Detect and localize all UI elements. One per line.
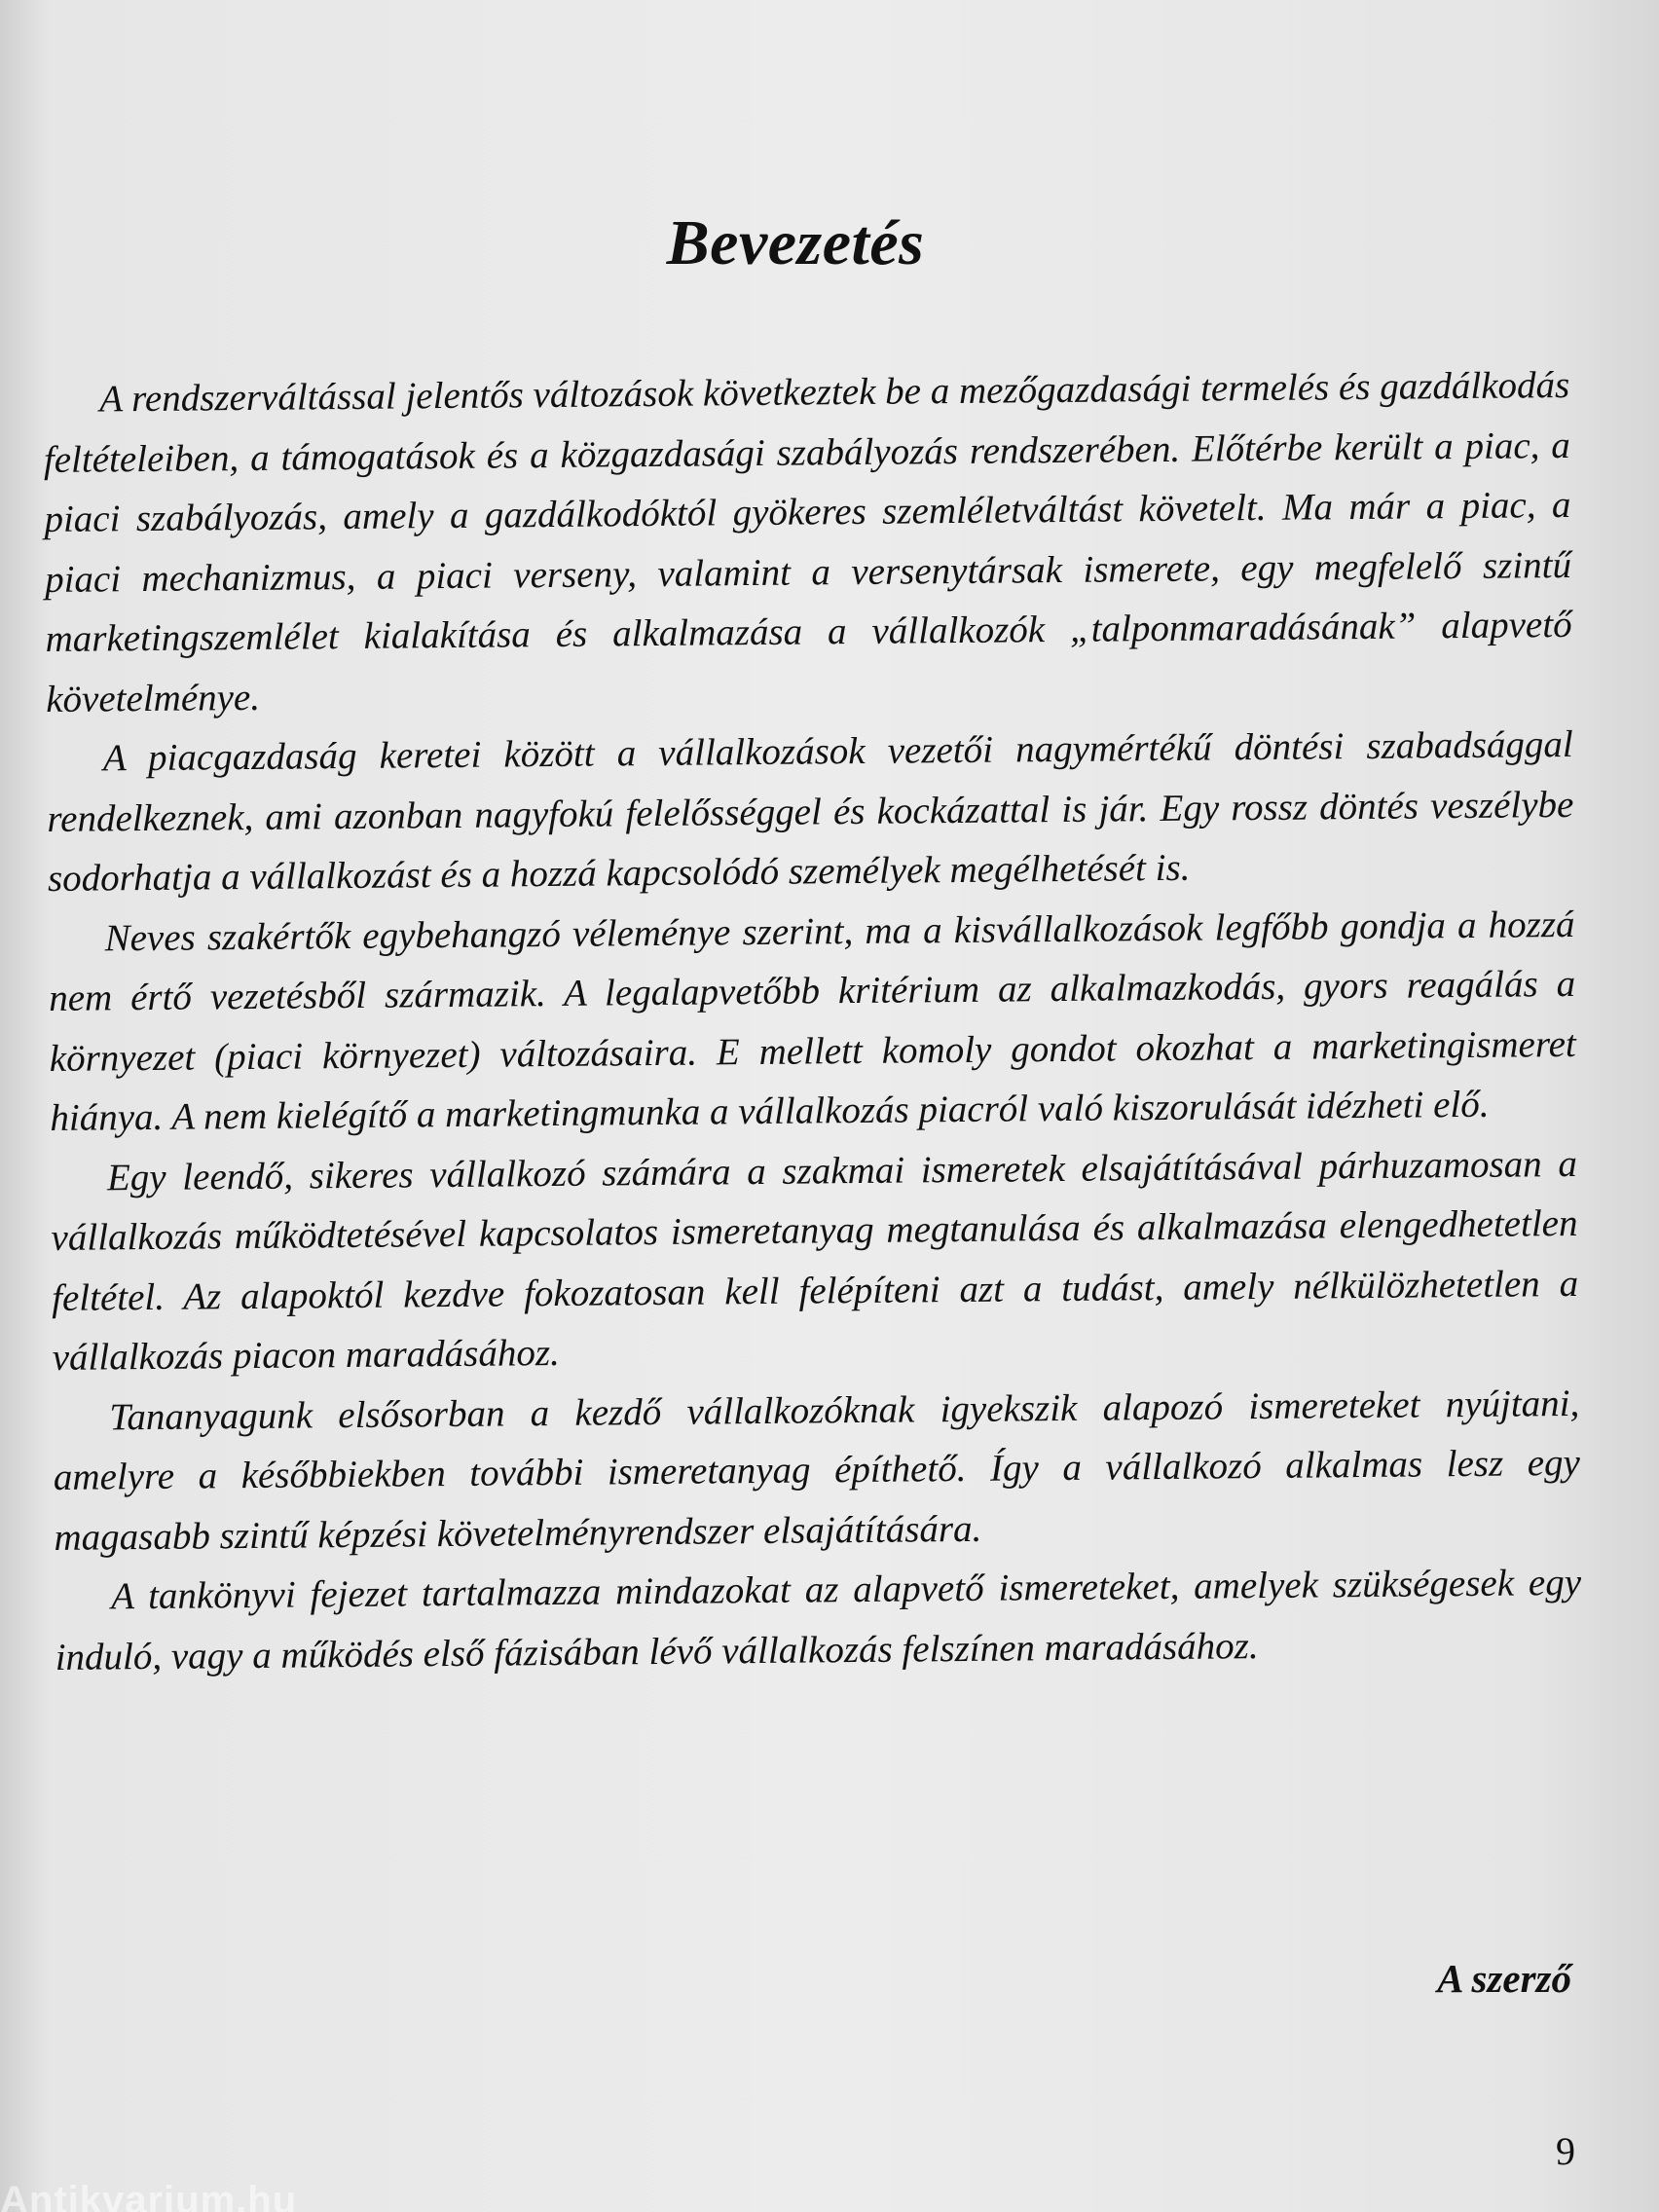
paragraph-3: Neves szakértők egybehangzó véleménye szerint, ma a kisvállalkozások legfőbb gondja a hozzá nem értő vezetésből származik. A legalapvetőbb kritérium az alkalmazkodás, gyors reagálás a környezet (piaci környezet) változásaira. E mellett komoly gondot okozhat a marketingismeret hiánya. A nem kielégítő a marketingmunka a vállalkozás piacról való kiszorulását idézheti elő. (48, 903, 1576, 1139)
author-signature: A szerző (1437, 1956, 1571, 2001)
paragraph-4: Egy leendő, sikeres vállalkozó számára a szakmai ismeretek elsajátításával párhuzamosan a vállalkozás működtetésével kapcsolatos ismeretanyag megtanulása és alkalmazása elengedhetetlen feltétel. Az alapoktól kezdve fokozatosan kell felépíteni azt a tudást, amely nélkülözhetetlen a vállalkozás piacon maradásához. (51, 1142, 1579, 1379)
page-number: 9 (1556, 2129, 1575, 2173)
paragraph-1: A rendszerváltással jelentős változások következtek be a mezőgazdasági termelés és gazdálkodás feltételeiben, a támogatások és a közgazdasági szabályozás rendszerében. Előtérbe került a piac, a piaci szabályozás, amely a gazdálkodóktól gyökeres szemléletváltást követelt. Ma már a piac, a piaci mechanizmus, a piaci verseny, valamint a versenytársak ismerete, egy megfelelő szintű marketingszemlélet kialakítása és alkalmazása a vállalkozók „talponmaradásának” alapvető követelménye. (43, 363, 1572, 720)
body-text (43, 355, 1582, 1687)
paragraph-5: Tananyagunk elsősorban a kezdő vállalkozóknak igyekszik alapozó ismereteket nyújtani, amelyre a későbbiekben további ismeretanyag építhető. Így a vállalkozó alkalmas lesz egy magasabb szintű képzési követelményrendszer elsajátítására. (53, 1382, 1581, 1559)
page-title: Bevezetés (666, 207, 925, 278)
paragraph-6: A tankönyvi fejezet tartalmazza mindazokat az alapvető ismereteket, amelyek szükségesek egy induló, vagy a működés első fázisában lévő vállalkozás felszínen maradásához. (55, 1561, 1582, 1678)
watermark: Antikvarium.hu (0, 2179, 298, 2212)
paragraph-2: A piacgazdaság keretei között a vállalkozások vezetői nagymértékű döntési szabadsággal rendelkeznek, ami azonban nagyfokú felelősséggel és kockázattal is jár. Egy rossz döntés veszélybe sodorhatja a vállalkozást és a hozzá kapcsolódó személyek megélhetését is. (47, 722, 1574, 900)
